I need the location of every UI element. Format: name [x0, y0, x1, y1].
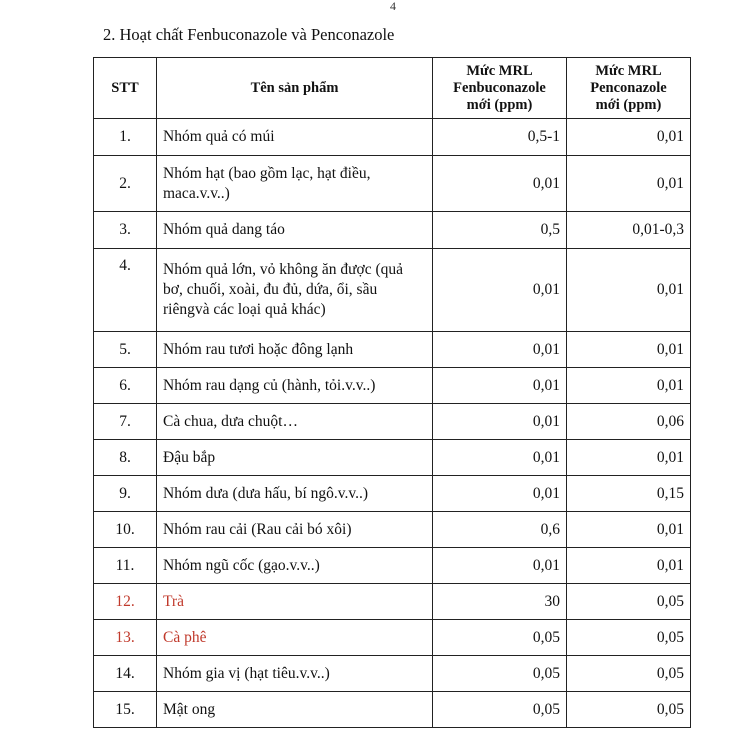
row-stt: 8.: [94, 440, 157, 476]
table-row: [94, 119, 691, 156]
row-fenbuconazole-value: 0,01: [433, 440, 567, 476]
row-stt: 3.: [94, 212, 157, 249]
header-stt: STT: [94, 58, 157, 119]
row-penconazole-value: 0,01: [567, 368, 691, 404]
table-row: [94, 692, 691, 728]
row-fenbuconazole-value: 0,6: [433, 512, 567, 548]
row-product-name: Cà chua, dưa chuột…: [157, 404, 433, 440]
page-number: 4: [390, 0, 396, 13]
header-product-name: Tên sản phẩm: [157, 58, 433, 119]
mrl-table: [93, 57, 691, 728]
row-product-name: Nhóm gia vị (hạt tiêu.v.v..): [157, 656, 433, 692]
row-penconazole-value: 0,01: [567, 156, 691, 212]
row-penconazole-value: 0,01-0,3: [567, 212, 691, 249]
row-fenbuconazole-value: 0,05: [433, 656, 567, 692]
table-row-highlighted: [94, 584, 691, 620]
table-row: [94, 249, 691, 332]
row-product-name: Trà: [157, 584, 433, 620]
table-row-highlighted: [94, 620, 691, 656]
row-penconazole-value: 0,01: [567, 548, 691, 584]
row-penconazole-value: 0,05: [567, 656, 691, 692]
row-fenbuconazole-value: 0,01: [433, 332, 567, 368]
row-fenbuconazole-value: 0,05: [433, 620, 567, 656]
row-product-name: Nhóm quả dang táo: [157, 212, 433, 249]
row-penconazole-value: 0,05: [567, 620, 691, 656]
row-penconazole-value: 0,01: [567, 332, 691, 368]
header-fen-line: Mức MRL: [466, 62, 533, 79]
row-stt: 10.: [94, 512, 157, 548]
row-product-name: Cà phê: [157, 620, 433, 656]
header-fenbuconazole-mrl: [433, 58, 567, 119]
row-product-name: Nhóm rau cải (Rau cải bó xôi): [157, 512, 433, 548]
header-pen-line: Mức MRL: [595, 62, 662, 79]
row-stt: 14.: [94, 656, 157, 692]
table-header-row: [94, 58, 691, 119]
table-row: [94, 212, 691, 249]
row-fenbuconazole-value: 0,05: [433, 692, 567, 728]
row-product-name: Đậu bắp: [157, 440, 433, 476]
row-penconazole-value: 0,15: [567, 476, 691, 512]
table-row: [94, 156, 691, 212]
table-row: [94, 476, 691, 512]
row-stt: 7.: [94, 404, 157, 440]
table-row: [94, 404, 691, 440]
row-product-name: Nhóm ngũ cốc (gạo.v.v..): [157, 548, 433, 584]
row-product-name: Nhóm rau dạng củ (hành, tỏi.v.v..): [157, 368, 433, 404]
row-stt: 15.: [94, 692, 157, 728]
table-row: [94, 512, 691, 548]
table-row: [94, 548, 691, 584]
header-pen-line: Penconazole: [590, 79, 667, 96]
row-fenbuconazole-value: 0,01: [433, 476, 567, 512]
row-stt: 4.: [94, 249, 157, 332]
row-fenbuconazole-value: 0,01: [433, 156, 567, 212]
row-stt: 12.: [94, 584, 157, 620]
row-stt: 1.: [94, 119, 157, 156]
row-stt: 6.: [94, 368, 157, 404]
row-product-name: Nhóm dưa (dưa hấu, bí ngô.v.v..): [157, 476, 433, 512]
row-penconazole-value: 0,01: [567, 119, 691, 156]
section-title: 2. Hoạt chất Fenbuconazole và Penconazole: [103, 25, 395, 44]
row-fenbuconazole-value: 0,01: [433, 548, 567, 584]
row-stt: 9.: [94, 476, 157, 512]
row-penconazole-value: 0,06: [567, 404, 691, 440]
row-fenbuconazole-value: 0,01: [433, 368, 567, 404]
header-fen-line: Fenbuconazole: [453, 79, 546, 96]
row-product-name: Nhóm quả có múi: [157, 119, 433, 156]
row-penconazole-value: 0,05: [567, 692, 691, 728]
row-product-name: Nhóm quả lớn, vỏ không ăn được (quả bơ, chuối, xoài, đu đủ, dứa, ổi, sầu riêngvà các loại quả khác): [157, 249, 433, 332]
table-row: [94, 332, 691, 368]
row-product-name: Mật ong: [157, 692, 433, 728]
row-fenbuconazole-value: 30: [433, 584, 567, 620]
row-fenbuconazole-value: 0,01: [433, 404, 567, 440]
row-penconazole-value: 0,01: [567, 440, 691, 476]
row-fenbuconazole-value: 0,5-1: [433, 119, 567, 156]
table-row: [94, 440, 691, 476]
row-penconazole-value: 0,01: [567, 249, 691, 332]
row-product-name: Nhóm rau tươi hoặc đông lạnh: [157, 332, 433, 368]
table-row: [94, 368, 691, 404]
row-product-name: Nhóm hạt (bao gồm lạc, hạt điều, maca.v.v..): [157, 156, 433, 212]
row-stt: 11.: [94, 548, 157, 584]
header-fen-line: mới (ppm): [466, 96, 533, 113]
row-fenbuconazole-value: 0,01: [433, 249, 567, 332]
row-stt: 13.: [94, 620, 157, 656]
row-penconazole-value: 0,05: [567, 584, 691, 620]
header-pen-line: mới (ppm): [595, 96, 662, 113]
row-stt: 2.: [94, 156, 157, 212]
row-stt: 5.: [94, 332, 157, 368]
row-penconazole-value: 0,01: [567, 512, 691, 548]
row-fenbuconazole-value: 0,5: [433, 212, 567, 249]
table-row: [94, 656, 691, 692]
header-penconazole-mrl: [567, 58, 691, 119]
